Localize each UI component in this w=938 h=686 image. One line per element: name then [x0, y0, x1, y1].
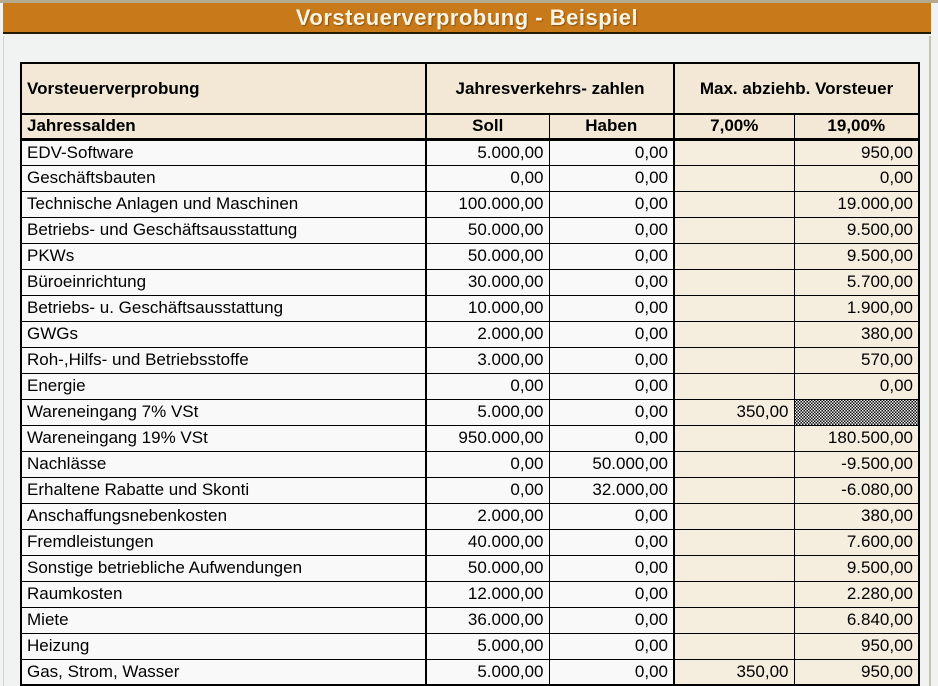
vorsteuer-19-percent-cell: 0,00 [794, 165, 919, 191]
vorsteuer-19-percent-cell: 9.500,00 [794, 217, 919, 243]
vorsteuer-7-percent-cell [674, 191, 794, 217]
haben-cell: 0,00 [549, 399, 674, 425]
vorsteuer-19-percent-cell: 950,00 [794, 633, 919, 659]
vorsteuer-19-percent-cell: 6.840,00 [794, 607, 919, 633]
header-rate-19-percent: 19,00% [794, 114, 919, 139]
table-row [21, 347, 919, 373]
vorsteuer-19-percent-cell [794, 399, 919, 425]
soll-cell: 100.000,00 [426, 191, 549, 217]
table-row [21, 581, 919, 607]
header-sub-row [21, 114, 919, 139]
haben-cell: 0,00 [549, 347, 674, 373]
soll-cell: 0,00 [426, 451, 549, 477]
vorsteuer-7-percent-cell [674, 425, 794, 451]
table-row [21, 529, 919, 555]
account-label-cell: GWGs [21, 321, 426, 347]
table-row [21, 633, 919, 659]
table-row [21, 555, 919, 581]
vorsteuer-19-percent-cell: 2.280,00 [794, 581, 919, 607]
header-haben: Haben [549, 114, 674, 139]
account-label-cell: Roh-,Hilfs- und Betriebsstoffe [21, 347, 426, 373]
soll-cell: 2.000,00 [426, 503, 549, 529]
vorsteuer-7-percent-cell [674, 529, 794, 555]
page-title: Vorsteuerverprobung - Beispiel [295, 4, 639, 30]
table-row [21, 217, 919, 243]
haben-cell: 0,00 [549, 503, 674, 529]
soll-cell: 36.000,00 [426, 607, 549, 633]
haben-cell: 0,00 [549, 139, 674, 165]
table-header [21, 63, 919, 139]
vorsteuer-19-percent-cell: 1.900,00 [794, 295, 919, 321]
account-label-cell: Wareneingang 7% VSt [21, 399, 426, 425]
vorsteuer-7-percent-cell [674, 347, 794, 373]
vorsteuer-19-percent-cell: 9.500,00 [794, 555, 919, 581]
vorsteuer-19-percent-cell: 5.700,00 [794, 269, 919, 295]
vorsteuer-19-percent-cell: 9.500,00 [794, 243, 919, 269]
soll-cell: 30.000,00 [426, 269, 549, 295]
soll-cell: 3.000,00 [426, 347, 549, 373]
haben-cell: 0,00 [549, 555, 674, 581]
vorsteuer-7-percent-cell: 350,00 [674, 399, 794, 425]
soll-cell: 5.000,00 [426, 139, 549, 165]
haben-cell: 0,00 [549, 633, 674, 659]
table-row [21, 269, 919, 295]
header-max-abziehb-vorsteuer: Max. abziehb. Vorsteuer [674, 63, 919, 114]
vorsteuer-7-percent-cell [674, 633, 794, 659]
haben-cell: 0,00 [549, 165, 674, 191]
account-label-cell: Geschäftsbauten [21, 165, 426, 191]
soll-cell: 40.000,00 [426, 529, 549, 555]
haben-cell: 0,00 [549, 217, 674, 243]
header-jahressalden: Jahressalden [21, 114, 426, 139]
soll-cell: 50.000,00 [426, 555, 549, 581]
account-label-cell: Fremdleistungen [21, 529, 426, 555]
table-row [21, 477, 919, 503]
soll-cell: 0,00 [426, 477, 549, 503]
soll-cell: 2.000,00 [426, 321, 549, 347]
vorsteuer-7-percent-cell [674, 217, 794, 243]
account-label-cell: Technische Anlagen und Maschinen [21, 191, 426, 217]
vorsteuer-19-percent-cell: -6.080,00 [794, 477, 919, 503]
table-row [21, 607, 919, 633]
account-label-cell: Erhaltene Rabatte und Skonti [21, 477, 426, 503]
vorsteuer-7-percent-cell [674, 243, 794, 269]
vorsteuer-19-percent-cell: 570,00 [794, 347, 919, 373]
title-bar [3, 3, 931, 34]
account-label-cell: Miete [21, 607, 426, 633]
vorsteuer-19-percent-cell: 180.500,00 [794, 425, 919, 451]
vorsteuer-7-percent-cell [674, 555, 794, 581]
account-label-cell: Betriebs- und Geschäftsausstattung [21, 217, 426, 243]
haben-cell: 0,00 [549, 191, 674, 217]
account-label-cell: Anschaffungsnebenkosten [21, 503, 426, 529]
header-jahresverkehrszahlen: Jahresverkehrs- zahlen [426, 63, 674, 114]
haben-cell: 0,00 [549, 529, 674, 555]
table-row [21, 659, 919, 685]
haben-cell: 32.000,00 [549, 477, 674, 503]
soll-cell: 5.000,00 [426, 659, 549, 685]
account-label-cell: PKWs [21, 243, 426, 269]
table-row [21, 321, 919, 347]
table-row [21, 399, 919, 425]
vorsteuer-19-percent-cell: 380,00 [794, 503, 919, 529]
table-row [21, 425, 919, 451]
soll-cell: 5.000,00 [426, 633, 549, 659]
haben-cell: 0,00 [549, 425, 674, 451]
account-label-cell: Raumkosten [21, 581, 426, 607]
vorsteuer-19-percent-cell: 950,00 [794, 139, 919, 165]
account-label-cell: Büroeinrichtung [21, 269, 426, 295]
haben-cell: 0,00 [549, 269, 674, 295]
soll-cell: 10.000,00 [426, 295, 549, 321]
haben-cell: 0,00 [549, 321, 674, 347]
vorsteuer-7-percent-cell [674, 295, 794, 321]
haben-cell: 0,00 [549, 581, 674, 607]
header-soll: Soll [426, 114, 549, 139]
soll-cell: 0,00 [426, 165, 549, 191]
soll-cell: 50.000,00 [426, 243, 549, 269]
table-row [21, 243, 919, 269]
vorsteuer-7-percent-cell [674, 269, 794, 295]
soll-cell: 0,00 [426, 373, 549, 399]
vorsteuer-19-percent-cell: 380,00 [794, 321, 919, 347]
soll-cell: 12.000,00 [426, 581, 549, 607]
header-rate-7-percent: 7,00% [674, 114, 794, 139]
table-row [21, 451, 919, 477]
haben-cell: 0,00 [549, 607, 674, 633]
vorsteuerverprobung-table [20, 62, 920, 686]
soll-cell: 50.000,00 [426, 217, 549, 243]
vorsteuer-7-percent-cell: 350,00 [674, 659, 794, 685]
vorsteuer-19-percent-cell: 0,00 [794, 373, 919, 399]
soll-cell: 950.000,00 [426, 425, 549, 451]
account-label-cell: Nachlässe [21, 451, 426, 477]
vorsteuer-7-percent-cell [674, 165, 794, 191]
soll-cell: 5.000,00 [426, 399, 549, 425]
table-row [21, 373, 919, 399]
table-row [21, 139, 919, 165]
vorsteuer-7-percent-cell [674, 503, 794, 529]
frame-right-border [929, 36, 931, 686]
account-label-cell: Wareneingang 19% VSt [21, 425, 426, 451]
account-label-cell: Gas, Strom, Wasser [21, 659, 426, 685]
table-row [21, 191, 919, 217]
vorsteuer-19-percent-cell: 950,00 [794, 659, 919, 685]
haben-cell: 50.000,00 [549, 451, 674, 477]
header-vorsteuerverprobung: Vorsteuerverprobung [21, 63, 426, 114]
account-label-cell: EDV-Software [21, 139, 426, 165]
account-label-cell: Energie [21, 373, 426, 399]
vorsteuer-7-percent-cell [674, 581, 794, 607]
haben-cell: 0,00 [549, 659, 674, 685]
vorsteuer-7-percent-cell [674, 451, 794, 477]
vorsteuer-7-percent-cell [674, 373, 794, 399]
vorsteuer-7-percent-cell [674, 139, 794, 165]
vorsteuer-7-percent-cell [674, 321, 794, 347]
vorsteuer-19-percent-cell: 7.600,00 [794, 529, 919, 555]
table-row [21, 295, 919, 321]
vorsteuer-19-percent-cell: -9.500,00 [794, 451, 919, 477]
account-label-cell: Heizung [21, 633, 426, 659]
vorsteuer-19-percent-cell: 19.000,00 [794, 191, 919, 217]
vorsteuer-7-percent-cell [674, 477, 794, 503]
haben-cell: 0,00 [549, 373, 674, 399]
haben-cell: 0,00 [549, 243, 674, 269]
table-row [21, 503, 919, 529]
vorsteuer-7-percent-cell [674, 607, 794, 633]
table-row [21, 165, 919, 191]
account-label-cell: Sonstige betriebliche Aufwendungen [21, 555, 426, 581]
haben-cell: 0,00 [549, 295, 674, 321]
frame-left-border [3, 36, 4, 686]
header-group-row [21, 63, 919, 114]
account-label-cell: Betriebs- u. Geschäftsausstattung [21, 295, 426, 321]
table-body [21, 139, 919, 685]
